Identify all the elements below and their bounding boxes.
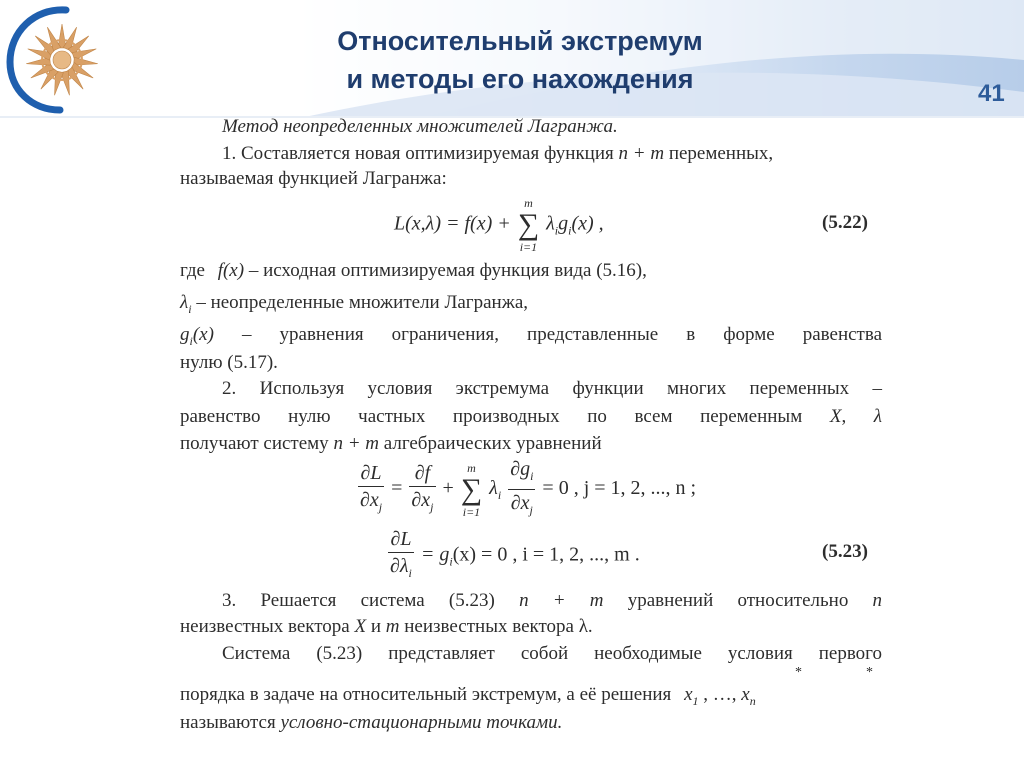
eq1-sum [461, 461, 482, 519]
p2-line1: 2. Используя условия экстремума функции многих переменных – [222, 378, 882, 399]
eq1-frac3-den-sub: j [529, 503, 533, 517]
eq1-frac1-den: ∂x [360, 488, 379, 511]
slide-title [240, 22, 800, 98]
slide-title-line1: Относительный экстремум [337, 26, 703, 56]
sun-logo-icon [4, 4, 108, 114]
p2-line3-text-a: получают систему [180, 433, 329, 454]
p3-line1-nm: n + m [519, 590, 604, 611]
g-symbol: g [180, 324, 190, 345]
p3-line2-text-a: неизвестных вектора [180, 616, 350, 637]
eq522-arg: (x) , [571, 212, 604, 235]
lambda-symbol: λ [180, 292, 189, 313]
eq1-frac2-den-sub: j [430, 499, 434, 514]
eq2-frac-dl-dlambda [388, 526, 414, 586]
eq522-lhs: L(x,λ) = f(x) + [394, 212, 511, 235]
eq1-frac1-den-sub: j [378, 499, 383, 514]
p4-x1-star: * [795, 665, 802, 680]
eq2-frac-den-sub: i [408, 566, 412, 580]
where-fx: f(x) [217, 260, 245, 281]
p1-line2: называемая функцией Лагранжа: [180, 168, 447, 189]
eq2-frac-num: ∂L [388, 526, 414, 553]
where-line [180, 260, 647, 282]
where-fx-desc: – исходная оптимизируемая функция вида (5.16), [248, 260, 647, 281]
p4-line2 [180, 684, 756, 712]
lambda-desc: – неопределенные множители Лагранжа, [196, 292, 529, 313]
p3-line1-text-b: уравнений относительно [627, 590, 849, 611]
p4-dots: , …, [703, 684, 737, 705]
p2-line2 [180, 406, 882, 428]
p2-line3-nm: n + m [333, 433, 379, 454]
slide-title-line2: и методы его нахождения [346, 64, 694, 94]
eq522-sum-sign: ∑ [517, 208, 540, 241]
p1-line1 [222, 143, 882, 165]
eq522-g-sub: i [568, 223, 572, 238]
eq522-sum-bottom: i=1 [519, 240, 538, 254]
p2-line3-text-b: алгебраических уравнений [383, 433, 602, 454]
eq2-tail: (x) = 0 , i = 1, 2, ..., m . [452, 543, 640, 566]
eq1-frac2-num: ∂f [409, 460, 435, 487]
p4-xn-star: * [866, 665, 873, 680]
p2-line2-X: X [829, 406, 842, 427]
eq1-frac1-num: ∂L [358, 460, 384, 487]
eq1-frac3-num-sub: i [530, 469, 534, 483]
p4-line3-italic: условно-стационарными точками. [280, 712, 563, 733]
eq1-frac-dl-dx [358, 460, 384, 520]
eq522-sum [518, 196, 539, 254]
eq2-g-sub: i [449, 554, 453, 569]
system-equation-1: $\frac{\partial L}{\partial x_j}$ = $\frac{\partial f}{\partial x_j}$ + m ∑ i=1 $\lambda_i$ $\frac{\partial g_i}{\partial x_j}$ = 0 , j = 1, 2, ..., n ; [356, 456, 696, 523]
p3-line2-text-c: неизвестных вектора λ. [404, 616, 593, 637]
eq1-frac-dg-dx [508, 456, 535, 523]
equation-5-22 [394, 196, 604, 254]
eq1-sum-bottom: i=1 [462, 504, 481, 519]
g-sub: i [189, 333, 193, 348]
p4-line3 [180, 712, 562, 734]
p3-line2 [180, 616, 593, 638]
eq1-sum-sign: ∑ [460, 472, 483, 506]
p3-line1 [222, 590, 882, 612]
p3-line1-text-a: 3. Решается система (5.23) [222, 590, 495, 611]
system-equation-2 [386, 526, 640, 586]
eq1-lambda: λ [489, 477, 498, 500]
p1-text-end: переменных, [668, 143, 774, 164]
p4-x1: x [684, 684, 693, 705]
eq2-frac-den: ∂λ [390, 555, 409, 577]
equation-number-5-22: (5.22) [822, 212, 868, 233]
eq1-frac3-den: ∂x [510, 492, 530, 514]
p2-line2-lambda: λ [873, 406, 883, 427]
p3-line2-text-b: и [370, 616, 382, 637]
p2-line2-text: равенство нулю частных производных по всем переменным [180, 406, 803, 427]
eq522-g: g [558, 212, 569, 235]
eq1-frac3-num: ∂g [510, 458, 531, 480]
g-arg: (x) [192, 324, 214, 345]
where-prefix: где [180, 260, 205, 281]
eq1-tail: = 0 , j = 1, 2, ..., n ; [542, 477, 697, 500]
eq522-lambda: λ [546, 212, 555, 235]
p3-line1-n: n [872, 590, 883, 611]
p2-line3 [180, 433, 602, 455]
eq1-lambda-sub: i [497, 488, 502, 503]
eq1-frac2-den: ∂x [411, 488, 431, 511]
p3-line2-X: X [354, 616, 367, 637]
eq522-lambda-sub: i [554, 223, 559, 238]
lambda-sub: i [188, 301, 192, 316]
g-line [180, 324, 882, 352]
p2-line2-sep: , [841, 406, 847, 427]
page-number: 41 [978, 80, 1005, 107]
p3-line2-m: m [385, 616, 400, 637]
p1-text-start: 1. Составляется новая оптимизируемая функция [222, 143, 614, 164]
method-heading: Метод неопределенных множителей Лагранжа. [222, 116, 618, 137]
g-desc: – уравнения ограничения, представленные в форме равенства [241, 324, 883, 345]
g-line2: нулю (5.17). [180, 352, 278, 373]
lambda-line [180, 292, 528, 320]
equation-number-5-23: (5.23) [822, 541, 868, 562]
p4-x1-sub: 1 [692, 693, 699, 708]
p4-line2-text: порядка в задаче на относительный экстремум, а её решения [180, 684, 672, 705]
p4-xn: x [741, 684, 750, 705]
eq522-sum-top: m [524, 196, 533, 210]
eq1-frac-df-dx [409, 460, 435, 520]
eq2-g: = g [420, 543, 450, 566]
p4-line1: Система (5.23) представляет собой необходимые условия первого [222, 643, 882, 664]
p4-line3-text: называются [180, 712, 276, 733]
p4-xn-sub: n [749, 693, 756, 708]
eq1-sum-top: m [467, 460, 476, 475]
p1-nm: n + m [618, 143, 665, 164]
